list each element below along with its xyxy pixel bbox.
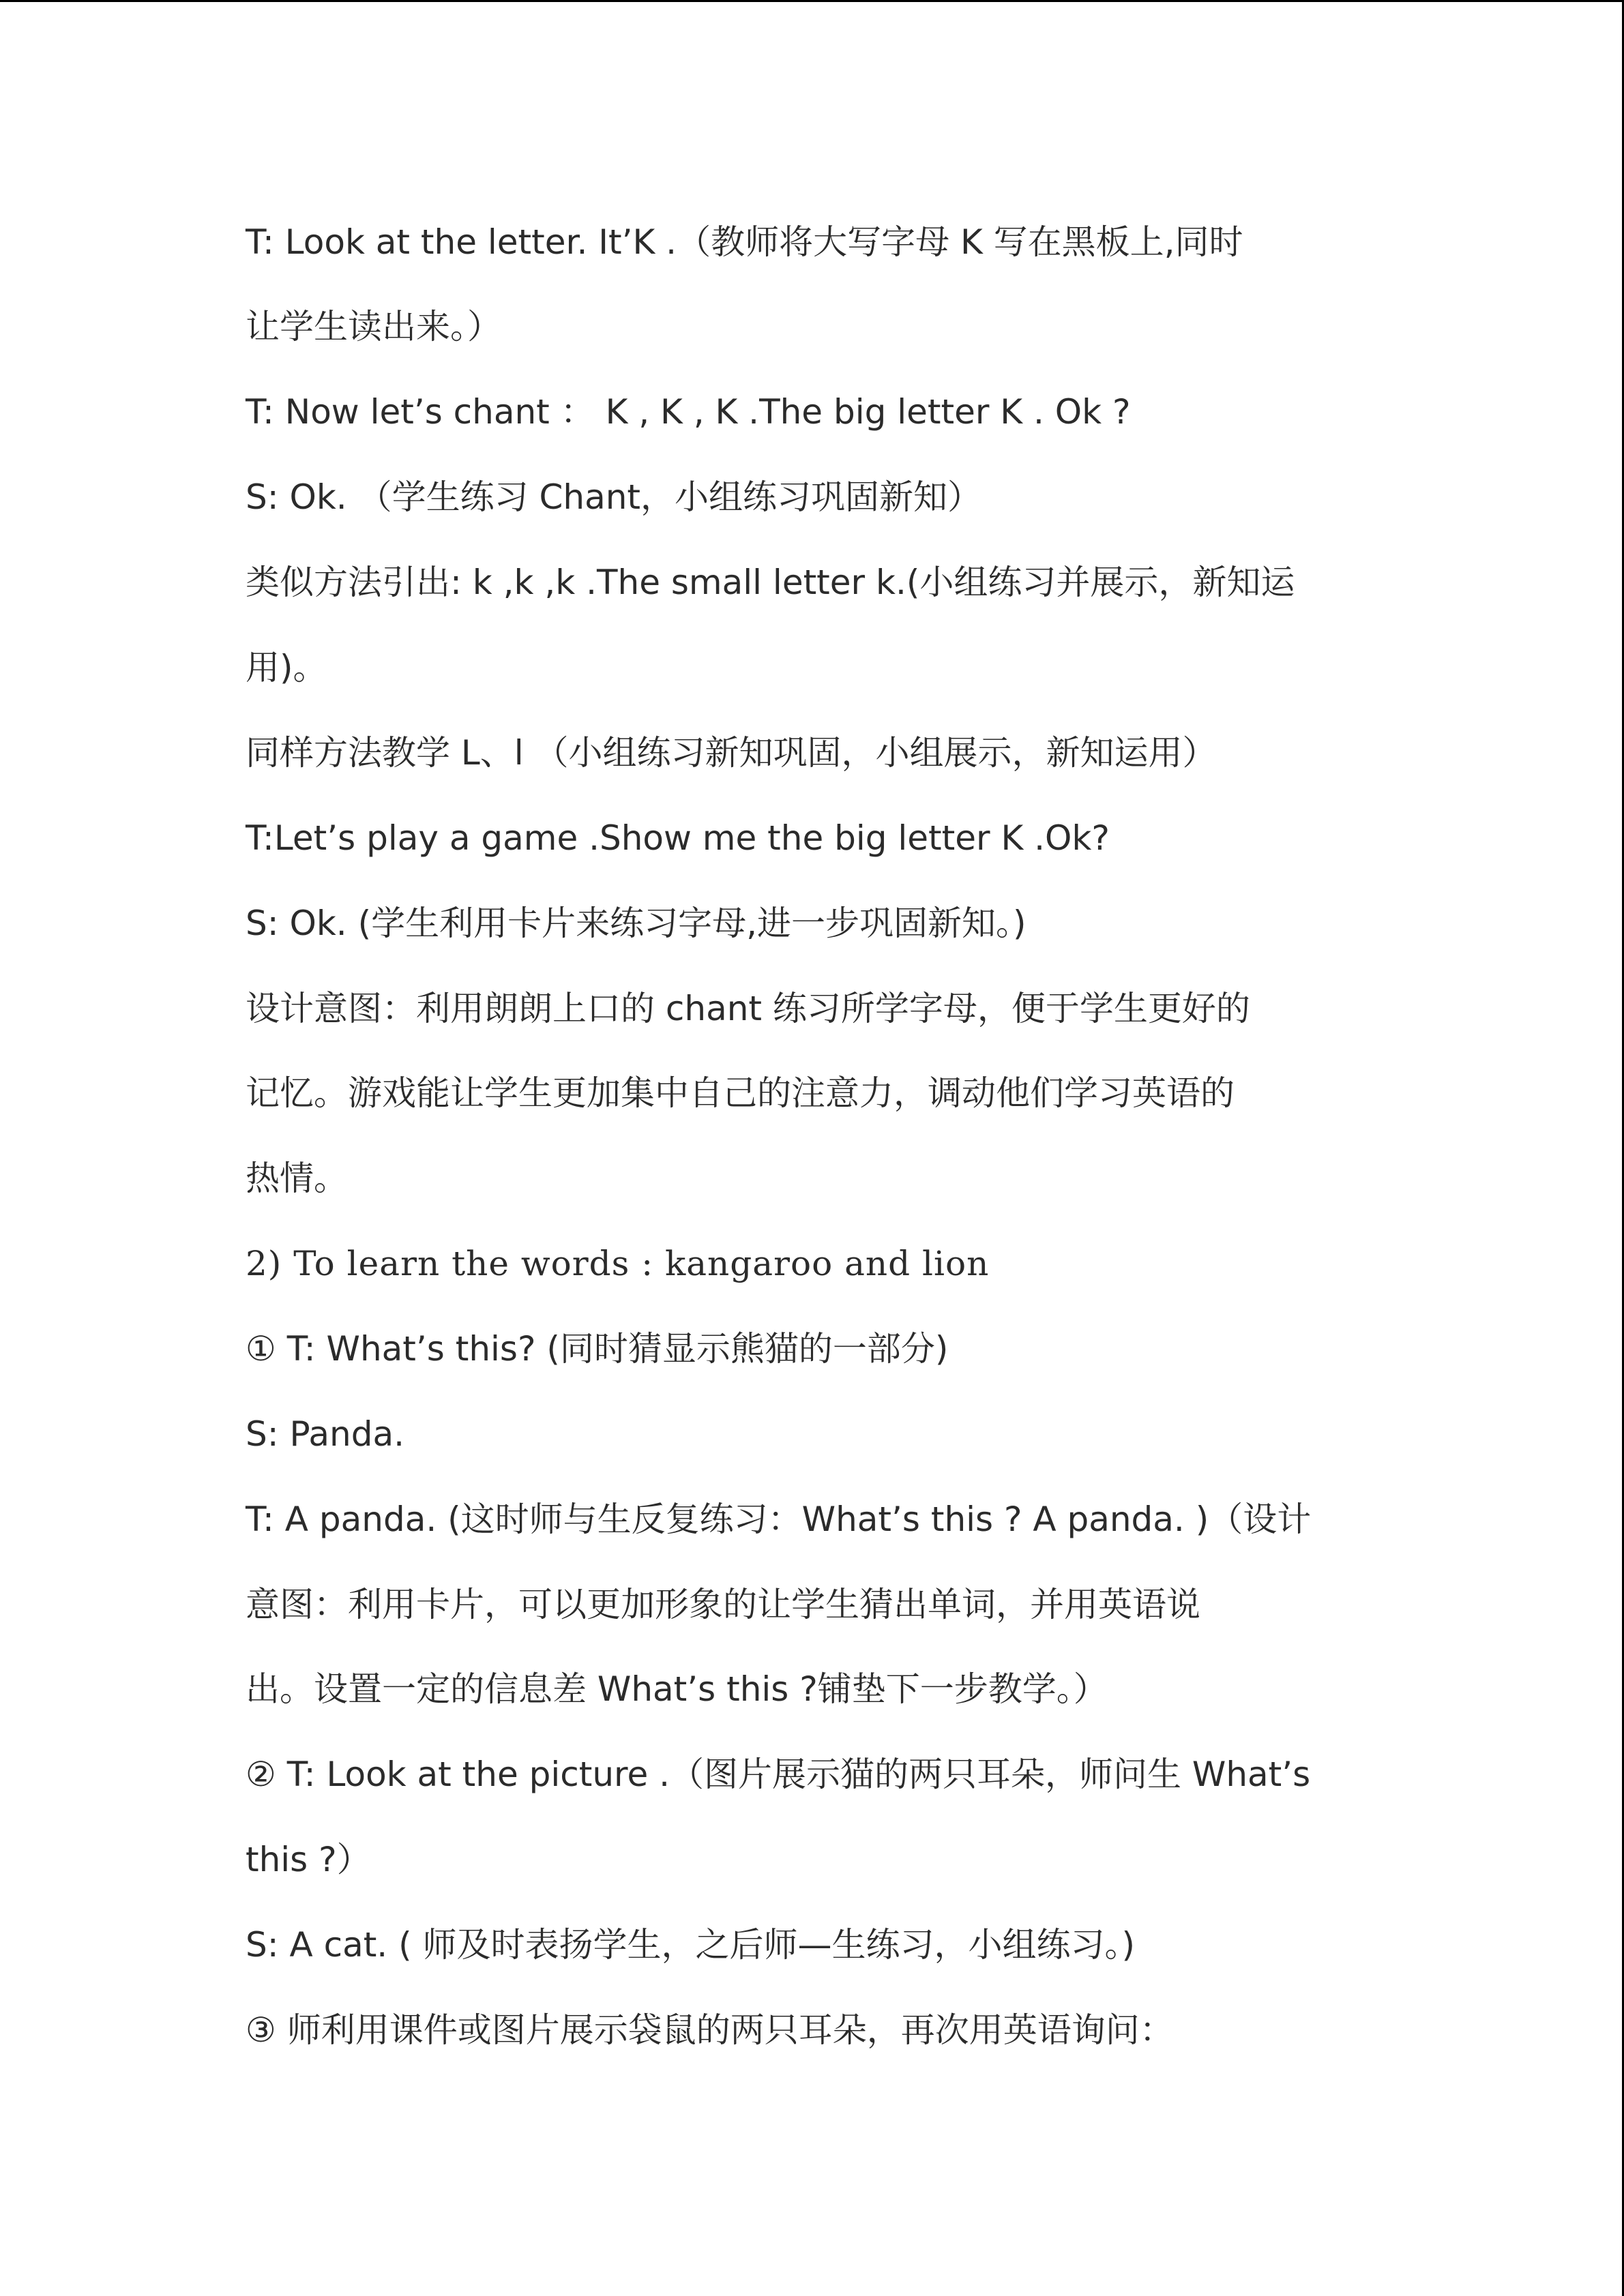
text-line: 意图：利用卡片，可以更加形象的让学生猜出单词，并用英语说 — [246, 1585, 1200, 1624]
text-line: 出。设置一定的信息差 What’s this ?铺垫下一步教学。） — [246, 1669, 1108, 1709]
text-line: 热情。 — [246, 1159, 348, 1198]
text-line: T: Look at the letter. It’K .（教师将大写字母 K 写在黑板上,同时 — [246, 222, 1243, 262]
text-line: 让学生读出来。） — [246, 307, 501, 346]
text-line: 同样方法教学 L、l （小组练习新知巩固，小组展示，新知运用） — [246, 733, 1217, 773]
text-line: S: A cat. ( 师及时表扬学生，之后师—生练习，小组练习。) — [246, 1925, 1136, 1965]
text-line: S: Ok. (学生利用卡片来练习字母,进一步巩固新知。) — [246, 904, 1027, 943]
text-line: S: Ok. （学生练习 Chant，小组练习巩固新知） — [246, 477, 982, 517]
text-line: ③ 师利用课件或图片展示袋鼠的两只耳朵，再次用英语询问： — [246, 2010, 1174, 2050]
section-heading: 2) To learn the words : kangaroo and lion — [246, 1244, 990, 1283]
text-line: 设计意图：利用朗朗上口的 chant 练习所学字母，便于学生更好的 — [246, 989, 1250, 1028]
text-line: ① T: What’s this? (同时猜显示熊猫的一部分) — [246, 1329, 949, 1369]
text-line: ② T: Look at the picture .（图片展示猫的两只耳朵，师问生 What’s — [246, 1755, 1311, 1794]
text-line: 用)。 — [246, 648, 327, 687]
text-line: T: Now let’s chant ： K , K , K .The big letter K . Ok ? — [246, 392, 1131, 432]
text-line: T:Let’s play a game .Show me the big letter K .Ok? — [246, 818, 1110, 858]
text-line: this ?） — [246, 1840, 371, 1879]
text-line: S: Panda. — [246, 1414, 404, 1454]
text-line: 记忆。游戏能让学生更加集中自己的注意力，调动他们学习英语的 — [246, 1073, 1235, 1113]
text-line: 类似方法引出: k ,k ,k .The small letter k.(小组练习并展示，新知运 — [246, 563, 1295, 602]
text-line: T: A panda. (这时师与生反复练习：What’s this ? A panda. )（设计 — [246, 1500, 1312, 1539]
